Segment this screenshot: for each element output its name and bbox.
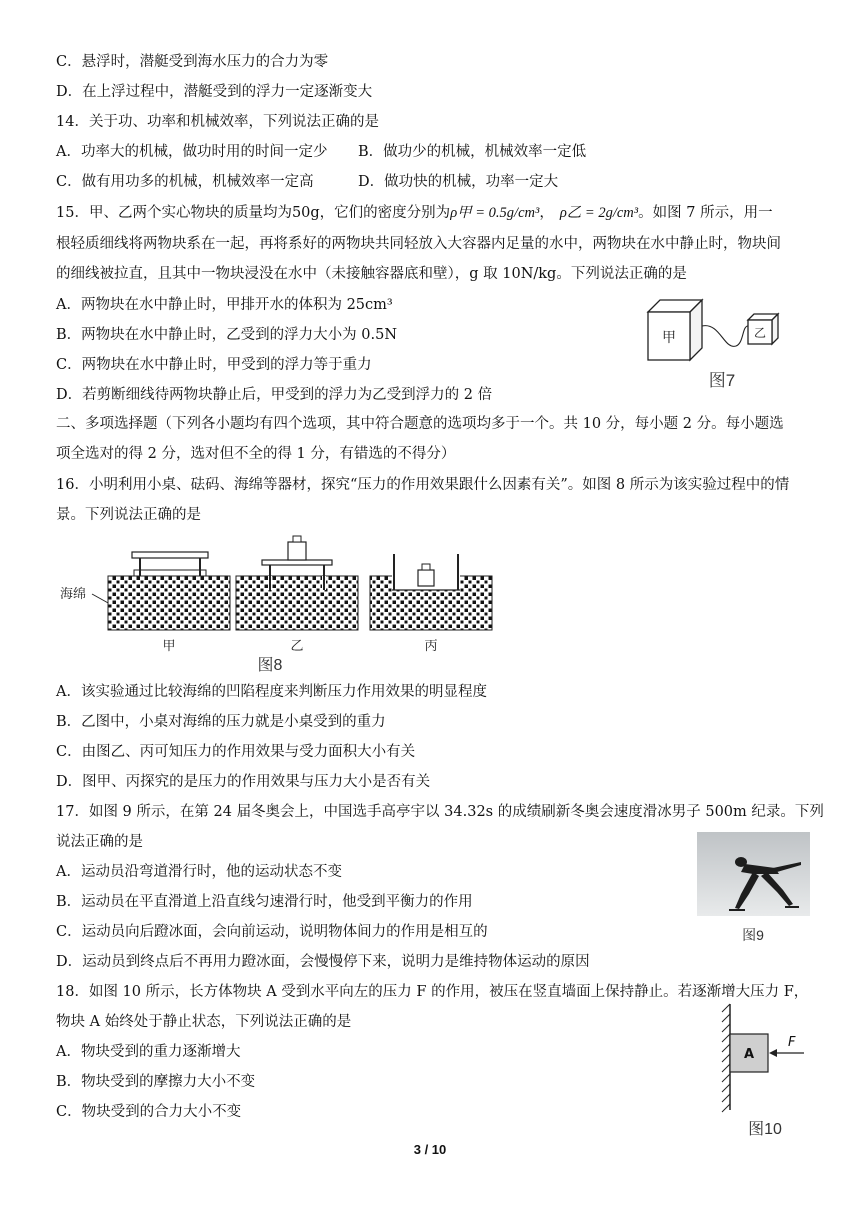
wall	[722, 1004, 730, 1112]
q15-option-d: D．若剪断细线待两物块静止后，甲受到的浮力为乙受到浮力的 2 倍	[56, 387, 493, 403]
q18-stem-line1: 18．如图 10 所示，长方体物块 A 受到水平向左的压力 F 的作用，被压在竖直墙面上保持静止。若逐渐增大压力 F，	[56, 984, 809, 1000]
q18-stem-line2: 物块 A 始终处于静止状态，下列说法正确的是	[56, 1014, 352, 1030]
section2-heading-line1: 二、多项选择题（下列各小题均有四个选项，其中符合题意的选项均多于一个。共 10 分，每小题 2 分。每小题选	[56, 416, 784, 432]
q16-option-d: D．图甲、丙探究的是压力的作用效果与压力大小是否有关	[56, 774, 431, 790]
q17-option-a: A．运动员沿弯道滑行时，他的运动状态不变	[56, 864, 342, 880]
q16-option-a: A．该实验通过比较海绵的凹陷程度来判断压力作用效果的明显程度	[56, 684, 487, 700]
figure-8-caption: 图8	[257, 657, 283, 673]
figure-8	[56, 528, 496, 673]
q13-option-d: D．在上浮过程中，潜艇受到的浮力一定逐渐变大	[56, 84, 373, 100]
sponge-label: 海绵	[60, 587, 87, 602]
connecting-string	[702, 326, 748, 347]
q14-option-a: A．功率大的机械，做功时用的时间一定少	[56, 144, 328, 160]
panel-bing-label: 丙	[424, 639, 438, 654]
page-number: 3 / 10	[413, 1142, 447, 1157]
density-jia: ρ甲 = 0.5g/cm³	[450, 205, 540, 221]
force-label: F	[788, 1035, 796, 1050]
q17-option-c: C．运动员向后蹬冰面，会向前运动，说明物体间力的作用是相互的	[56, 924, 488, 940]
block-yi	[748, 314, 778, 344]
panel-bing	[370, 554, 492, 654]
q18-option-b: B．物块受到的摩擦力大小不变	[56, 1074, 256, 1090]
figure-7-caption: 图7	[708, 371, 736, 390]
q14-option-c: C．做有用功多的机械，机械效率一定高	[56, 174, 314, 190]
block-jia-label: 甲	[662, 330, 676, 346]
figure-10-caption: 图10	[748, 1121, 782, 1138]
panel-jia	[108, 552, 230, 654]
q16-stem-line1: 16．小明利用小桌、砝码、海绵等器材，探究“压力的作用效果跟什么因素有关”。如图 8 所示为该实验过程中的情	[56, 477, 790, 493]
q16-stem-line2: 景。下列说法正确的是	[56, 507, 201, 523]
density-yi: ρ乙 = 2g/cm³	[559, 205, 639, 221]
q15-option-c: C．两物块在水中静止时，甲受到的浮力等于重力	[56, 357, 372, 373]
block-yi-label: 乙	[753, 326, 767, 340]
q18-option-a: A．物块受到的重力逐渐增大	[56, 1044, 241, 1060]
q15-option-b: B．两物块在水中静止时，乙受到的浮力大小为 0.5N	[56, 327, 398, 343]
force-arrow	[769, 1049, 804, 1057]
q15-option-a: A．两物块在水中静止时，甲排开水的体积为 25cm³	[56, 297, 393, 313]
q15-stem-line1	[56, 203, 773, 223]
figure-7	[640, 296, 800, 396]
q17-stem-line2: 说法正确的是	[56, 834, 143, 850]
q17-option-b: B．运动员在平直滑道上沿直线匀速滑行时，他受到平衡力的作用	[56, 894, 473, 910]
panel-yi-label: 乙	[290, 639, 304, 654]
figure-9	[697, 832, 813, 950]
block-jia	[648, 300, 702, 360]
q14-option-d: D．做功快的机械，功率一定大	[358, 174, 559, 190]
q16-option-c: C．由图乙、丙可知压力的作用效果与受力面积大小有关	[56, 744, 416, 760]
figure-10	[712, 1002, 822, 1142]
panel-yi	[236, 536, 358, 654]
section2-heading-line2: 项全选对的得 2 分，选对但不全的得 1 分，有错选的不得分）	[56, 446, 456, 462]
q13-option-c: C．悬浮时，潜艇受到海水压力的合力为零	[56, 54, 329, 70]
figure-9-caption: 图9	[742, 927, 764, 943]
panel-jia-label: 甲	[162, 639, 176, 654]
q15-stem-line2: 根轻质细线将两物块系在一起，再将系好的两物块共同轻放入大容器内足量的水中，两物块在水中静止时，物块间	[56, 236, 781, 252]
q15-stem-text-b: 。如图 7 所示，用一	[638, 205, 773, 221]
q17-option-d: D．运动员到终点后不再用力蹬冰面，会慢慢停下来，说明力是维持物体运动的原因	[56, 954, 590, 970]
q17-stem-line1: 17．如图 9 所示，在第 24 届冬奥会上，中国选手高亭宇以 34.32s 的成绩刷新冬奥会速度滑冰男子 500m 纪录。下列	[56, 804, 824, 820]
q14-stem: 14．关于功、功率和机械效率，下列说法正确的是	[56, 114, 379, 130]
q14-option-b: B．做功少的机械，机械效率一定低	[358, 144, 587, 160]
q15-stem-text-a: 15．甲、乙两个实心物块的质量均为50g，它们的密度分别为	[56, 205, 451, 221]
q15-separator: ，	[539, 205, 554, 221]
q18-option-c: C．物块受到的合力大小不变	[56, 1104, 242, 1120]
q15-stem-line3: 的细线被拉直，且其中一物块浸没在水中（未接触容器底和壁），g 取 10N/kg。下列说法正确的是	[56, 266, 687, 282]
block-a-label: A	[743, 1047, 755, 1062]
q16-option-b: B．乙图中，小桌对海绵的压力就是小桌受到的重力	[56, 714, 386, 730]
